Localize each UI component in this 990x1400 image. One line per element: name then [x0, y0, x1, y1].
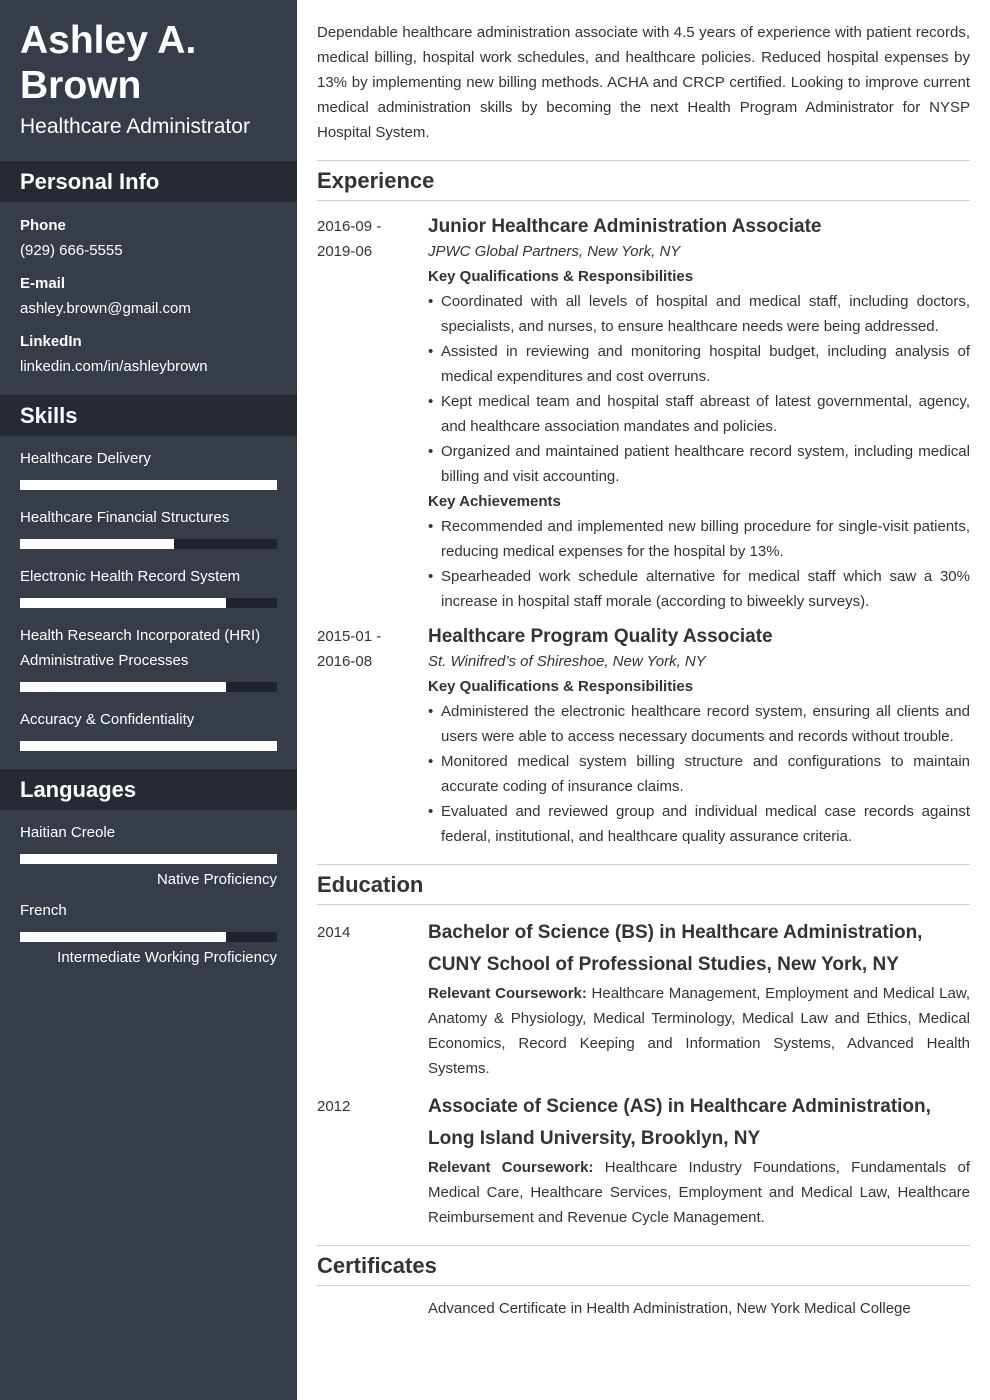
coursework-label: Relevant Coursework: — [428, 985, 587, 1002]
language-bar-fill — [20, 854, 277, 864]
education-year: 2012 — [317, 1098, 351, 1115]
job-dates — [317, 624, 428, 849]
skills-heading: Skills — [0, 395, 297, 436]
skill-name: Accuracy & Confidentiality — [20, 711, 195, 728]
job-dates — [317, 214, 428, 614]
list-item: • Assisted in reviewing and monitoring hospital budget, including analysis of medical expenditures and cost overruns. — [428, 339, 970, 389]
list-item: • Organized and maintained patient healthcare record system, including medical billing and visit accounting. — [428, 439, 970, 489]
job-date-start: 2015-01 - — [317, 628, 382, 645]
skill-bar — [20, 682, 277, 692]
skill-bar-fill — [20, 480, 277, 490]
language-bar — [20, 854, 277, 864]
coursework — [428, 981, 970, 1081]
skills-section — [0, 436, 297, 751]
job-company: St. Winifred’s of Shireshoe, New York, NY — [428, 653, 706, 670]
responsibilities-heading: Key Qualifications & Responsibilities — [428, 268, 694, 285]
certificate-date — [317, 1296, 428, 1321]
phone-label: Phone — [20, 217, 66, 234]
certificates-heading: Certificates — [317, 1245, 970, 1286]
responsibilities-list — [428, 289, 970, 489]
job-body — [428, 214, 970, 614]
main-content — [317, 0, 970, 1321]
achievements-heading: Key Achievements — [428, 493, 561, 510]
skill-bar — [20, 741, 277, 751]
skill-bar-fill — [20, 682, 226, 692]
personal-info-section — [0, 202, 297, 379]
skill-name: Electronic Health Record System — [20, 568, 241, 585]
job-date-end: 2019-06 — [317, 243, 373, 260]
language-name: French — [20, 902, 67, 919]
languages-heading: Languages — [0, 769, 297, 810]
languages-section — [0, 810, 297, 970]
job-title: Junior Healthcare Administration Associate — [428, 216, 822, 237]
job-role: Healthcare Administrator — [20, 115, 250, 138]
education-year: 2014 — [317, 924, 351, 941]
language-level: Native Proficiency — [156, 871, 277, 888]
responsibilities-list — [428, 699, 970, 849]
coursework-text: Healthcare Management, Employment and Medical Law, Anatomy & Physiology, Medical Terminology, Medical Law and Ethics, Medical Economics, Record Keeping and Information Systems, Advanced Health Systems. — [428, 985, 970, 1077]
skill-item — [20, 505, 277, 549]
language-bar — [20, 932, 277, 942]
language-bar-fill — [20, 932, 226, 942]
name-line-1: Ashley A. — [20, 19, 197, 62]
phone-value: (929) 666-5555 — [20, 242, 123, 259]
language-item — [20, 820, 277, 892]
certificate-entry — [317, 1296, 970, 1321]
job-entry — [317, 214, 970, 614]
coursework-text: Healthcare Industry Foundations, Fundamentals of Medical Care, Healthcare Services, Employment and Medical Law, Healthcare Reimbursement and Revenue Cycle Management. — [428, 1159, 970, 1226]
skill-item — [20, 707, 277, 751]
list-item: • Administered the electronic healthcare record system, ensuring all clients and users were able to access necessary documents and records without trouble. — [428, 699, 970, 749]
certificate-name: Advanced Certificate in Health Administration, New York Medical College — [428, 1300, 911, 1317]
job-title: Healthcare Program Quality Associate — [428, 626, 773, 647]
full-name — [0, 0, 297, 108]
degree-title: Bachelor of Science (BS) in Healthcare Administration, CUNY School of Professional Studies, New York, NY — [428, 922, 923, 975]
responsibilities-heading: Key Qualifications & Responsibilities — [428, 678, 694, 695]
list-item: • Coordinated with all levels of hospital and medical staff, including doctors, specialists, and nurses, to ensure healthcare needs were being addressed. — [428, 289, 970, 339]
education-entry — [317, 917, 970, 1081]
education-entry — [317, 1091, 970, 1230]
list-item: • Evaluated and reviewed group and individual medical case records against federal, institutional, and healthcare quality assurance criteria. — [428, 799, 970, 849]
sidebar — [0, 0, 297, 1400]
job-entry — [317, 624, 970, 849]
skill-item — [20, 446, 277, 490]
coursework — [428, 1155, 970, 1230]
language-item — [20, 898, 277, 970]
language-name: Haitian Creole — [20, 824, 116, 841]
job-company: JPWC Global Partners, New York, NY — [428, 243, 681, 260]
skill-bar — [20, 598, 277, 608]
skill-item — [20, 564, 277, 608]
list-item: • Monitored medical system billing structure and configurations to maintain accurate coding of insurance claims. — [428, 749, 970, 799]
skill-item — [20, 623, 277, 692]
education-body — [428, 917, 970, 1081]
linkedin-label: LinkedIn — [20, 333, 82, 350]
job-date-end: 2016-08 — [317, 653, 373, 670]
experience-heading: Experience — [317, 160, 970, 201]
skill-bar-fill — [20, 539, 174, 549]
skill-bar-fill — [20, 741, 277, 751]
personal-info-heading: Personal Info — [0, 161, 297, 202]
education-heading: Education — [317, 864, 970, 905]
job-body — [428, 624, 970, 849]
skill-name: Health Research Incorporated (HRI) Administrative Processes — [20, 627, 261, 669]
skill-bar — [20, 539, 277, 549]
skill-bar — [20, 480, 277, 490]
skill-bar-fill — [20, 598, 226, 608]
linkedin-value: linkedin.com/in/ashleybrown — [20, 358, 208, 375]
summary: Dependable healthcare administration associate with 4.5 years of experience with patient records, medical billing, hospital work schedules, and healthcare policies. Reduced hospital expenses by 13% by implementing new billing methods. ACHA and CRCP certified. Looking to improve current medical administration skills by becoming the next Health Program Administrator for NYSP Hospital System. — [317, 24, 970, 141]
skill-name: Healthcare Financial Structures — [20, 509, 230, 526]
skill-name: Healthcare Delivery — [20, 450, 151, 467]
job-date-start: 2016-09 - — [317, 218, 382, 235]
achievements-list — [428, 514, 970, 614]
list-item: • Spearheaded work schedule alternative for medical staff which saw a 30% increase in hospital staff morale (according to biweekly surveys). — [428, 564, 970, 614]
education-body — [428, 1091, 970, 1230]
coursework-label: Relevant Coursework: — [428, 1159, 594, 1176]
email-value: ashley.brown@gmail.com — [20, 300, 191, 317]
language-level: Intermediate Working Proficiency — [57, 949, 277, 966]
degree-title: Associate of Science (AS) in Healthcare Administration, Long Island University, Brooklyn, NY — [428, 1096, 931, 1149]
list-item: • Recommended and implemented new billing procedure for single-visit patients, reducing medical expenses for the hospital by 13%. — [428, 514, 970, 564]
name-line-2: Brown — [20, 64, 142, 107]
email-label: E-mail — [20, 275, 66, 292]
list-item: • Kept medical team and hospital staff abreast of latest governmental, agency, and healthcare association mandates and policies. — [428, 389, 970, 439]
